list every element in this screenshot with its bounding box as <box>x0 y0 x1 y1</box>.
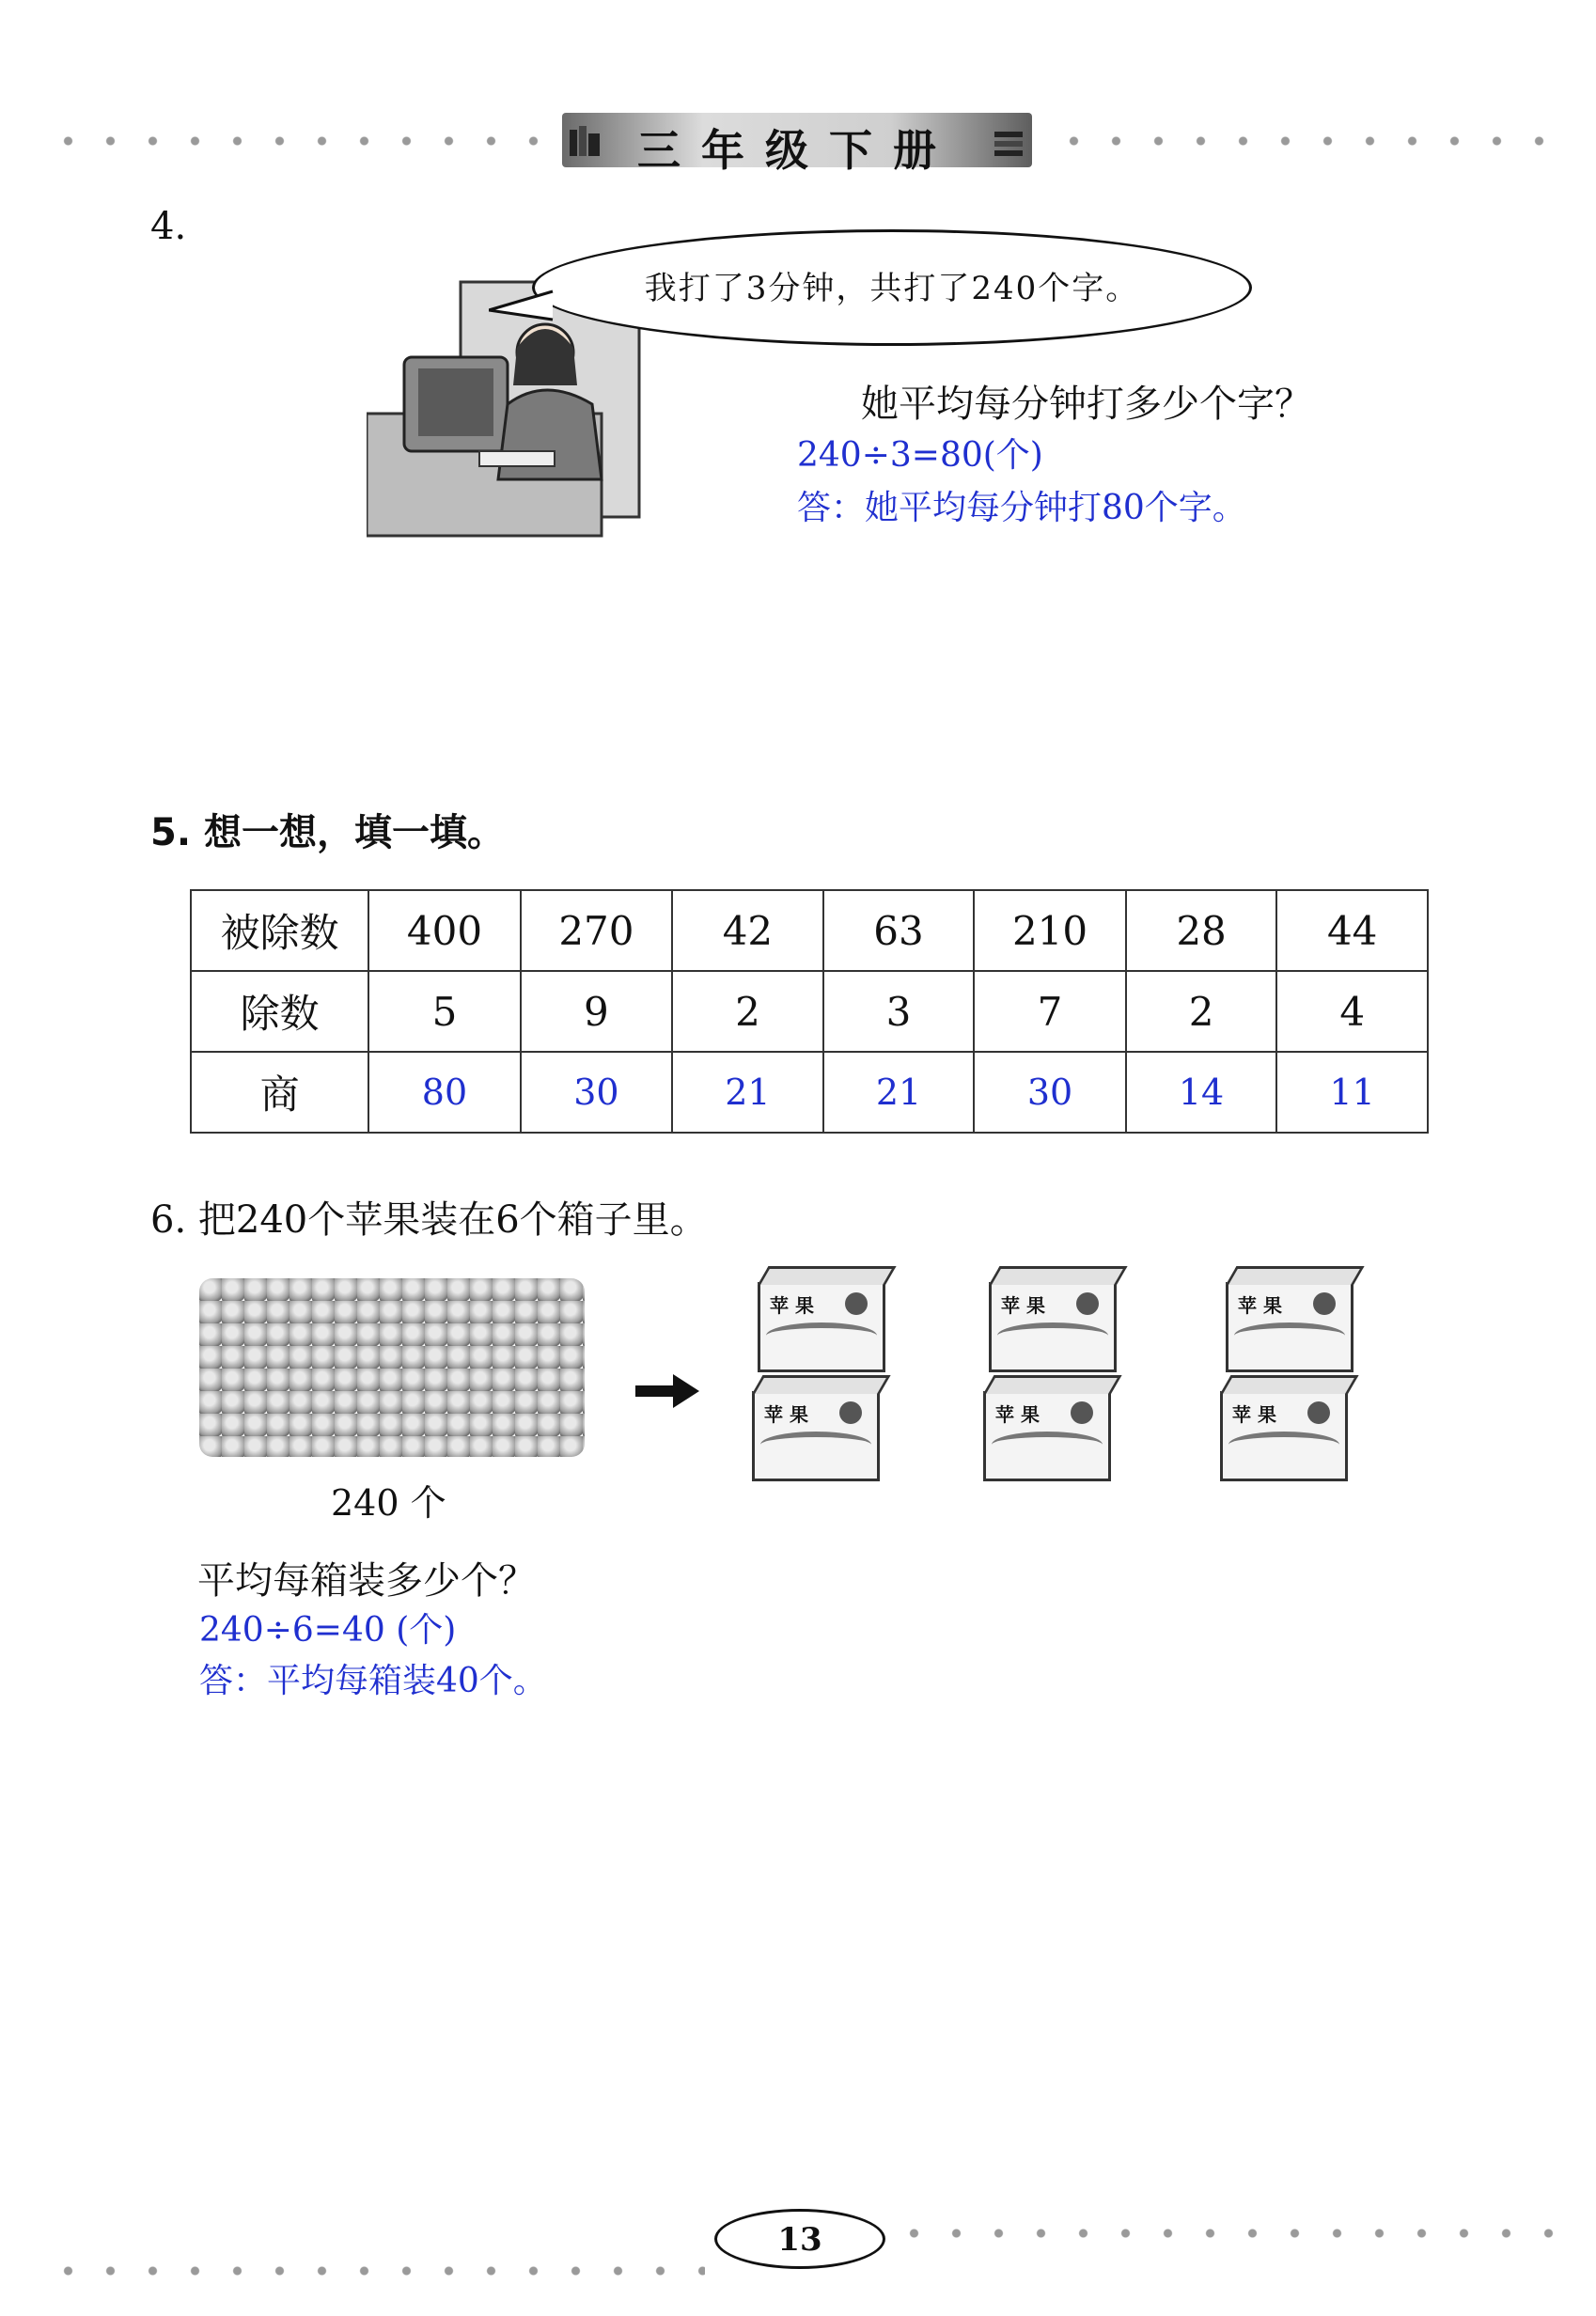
apple-icon <box>845 1292 868 1315</box>
dividend-cell: 44 <box>1276 890 1428 971</box>
q4-answer-text: 答：她平均每分钟打80个字。 <box>797 489 1246 527</box>
apple-pile-illustration <box>199 1278 585 1457</box>
dividend-cell: 63 <box>823 890 975 971</box>
divisor-cell: 4 <box>1276 971 1428 1052</box>
apple-icon <box>1307 1401 1330 1424</box>
quotient-cell: 30 <box>521 1052 672 1133</box>
divisor-cell: 7 <box>974 971 1125 1052</box>
dividend-cell: 28 <box>1126 890 1277 971</box>
table-row <box>191 890 1428 971</box>
apple-icon <box>839 1401 862 1424</box>
speech-bubble <box>532 229 1252 346</box>
divisor-cell: 5 <box>368 971 520 1052</box>
q4-number: 4. <box>150 205 187 248</box>
header-dots-left <box>47 135 545 147</box>
quotient-cell: 11 <box>1276 1052 1428 1133</box>
apple-icon <box>1076 1292 1099 1315</box>
divisor-cell: 2 <box>672 971 823 1052</box>
page-number: 13 <box>777 2221 822 2259</box>
table-row <box>191 1052 1428 1133</box>
speech-bubble-tail <box>489 282 555 338</box>
apple-box <box>1226 1282 1353 1372</box>
row-label-quotient: 商 <box>191 1052 368 1133</box>
divisor-cell: 3 <box>823 971 975 1052</box>
q6-title: 6. 把240个苹果装在6个箱子里。 <box>150 1198 708 1242</box>
footer-dots-left <box>47 2265 705 2277</box>
apple-count-label: 240 个 <box>331 1482 446 1524</box>
grade-title: 三年级下册 <box>637 125 957 176</box>
arrow-right-icon <box>635 1372 701 1410</box>
q6-answer-text: 答：平均每箱装40个。 <box>199 1662 547 1700</box>
apple-icon <box>1071 1401 1093 1424</box>
q4-answer-calc: 240÷3=80(个) <box>797 436 1043 475</box>
quotient-cell: 80 <box>368 1052 520 1133</box>
quotient-cell: 21 <box>823 1052 975 1133</box>
header-dots-right <box>1053 135 1568 147</box>
apple-box <box>752 1391 880 1481</box>
box-label: 苹 果 <box>1238 1294 1282 1317</box>
row-label-dividend: 被除数 <box>191 890 368 971</box>
speech-bubble-text: 我打了3分钟，共打了240个字。 <box>644 270 1140 307</box>
building-icon <box>991 122 1026 158</box>
box-label: 苹 果 <box>1232 1403 1276 1426</box>
apple-box <box>989 1282 1117 1372</box>
header-banner <box>562 113 1032 176</box>
dividend-cell: 400 <box>368 890 520 971</box>
box-label: 苹 果 <box>764 1403 808 1426</box>
quotient-cell: 21 <box>672 1052 823 1133</box>
quotient-cell: 14 <box>1126 1052 1277 1133</box>
row-label-divisor: 除数 <box>191 971 368 1052</box>
dividend-cell: 270 <box>521 890 672 971</box>
footer-dots-right <box>893 2228 1568 2239</box>
q6-question: 平均每箱装多少个？ <box>197 1559 536 1603</box>
page-number-badge <box>714 2209 885 2269</box>
apple-box <box>758 1282 885 1372</box>
table-row <box>191 971 1428 1052</box>
division-table <box>190 889 1429 1134</box>
divisor-cell: 9 <box>521 971 672 1052</box>
q4-question: 她平均每分钟打多少个字？ <box>861 383 1312 426</box>
quotient-cell: 30 <box>974 1052 1125 1133</box>
dividend-cell: 42 <box>672 890 823 971</box>
q6-answer-calc: 240÷6=40 (个) <box>199 1611 457 1650</box>
apple-icon <box>1313 1292 1336 1315</box>
box-label: 苹 果 <box>1001 1294 1045 1317</box>
dividend-cell: 210 <box>974 890 1125 971</box>
q5-title: 5. 想一想，填一填。 <box>150 811 505 854</box>
apple-box <box>1220 1391 1348 1481</box>
box-label: 苹 果 <box>770 1294 814 1317</box>
apple-box <box>983 1391 1111 1481</box>
box-label: 苹 果 <box>995 1403 1040 1426</box>
divisor-cell: 2 <box>1126 971 1277 1052</box>
